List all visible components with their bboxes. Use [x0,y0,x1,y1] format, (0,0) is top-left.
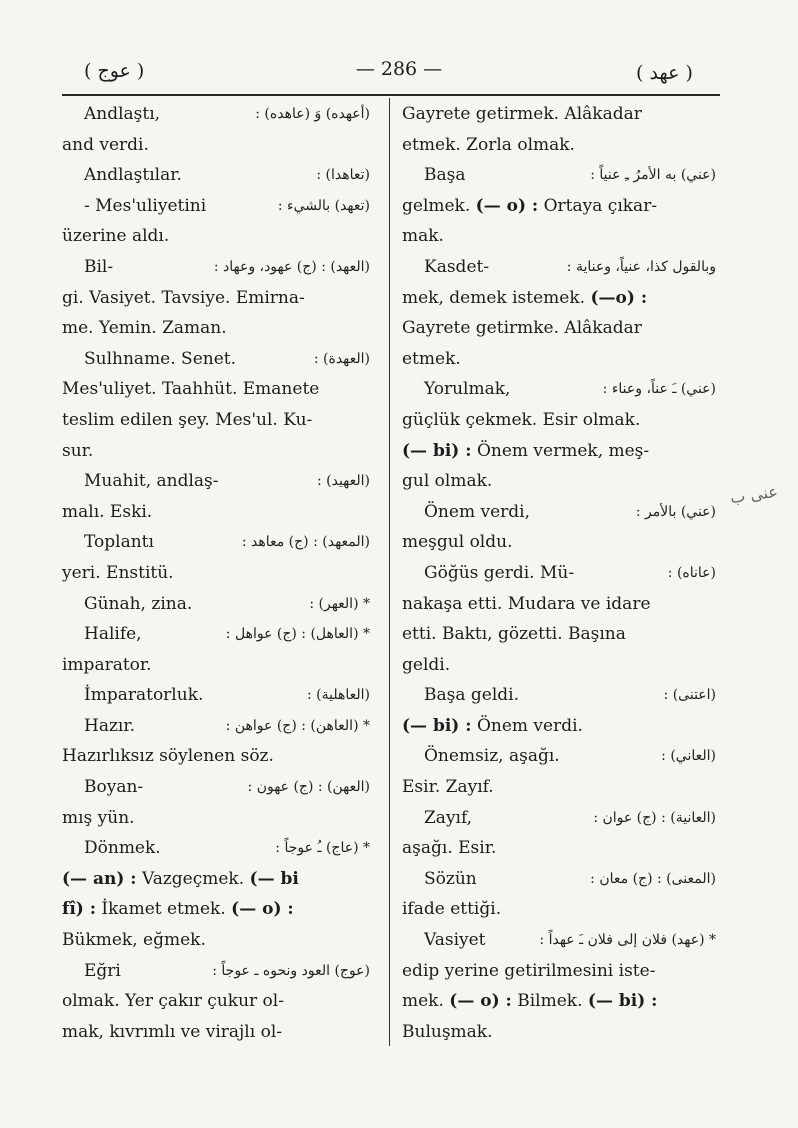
entry-line [62,99,370,130]
entry-line [62,803,370,834]
turkish-text: and verdi. [62,134,149,155]
entry-line [402,986,716,1017]
arabic-headword: (عني) ـَ عناً، وعناء : [602,381,716,398]
entry-line [62,894,370,925]
right-column [402,99,716,1047]
arabic-headword: (عاناه) : [667,564,716,581]
arabic-headword: (عوج) العود ونحوه ـ عوجاً : [212,962,370,979]
turkish-text: Vasiyet [424,930,486,951]
turkish-text: Hazırlıksız söylenen söz. [62,746,274,767]
entry-line [62,191,370,222]
turkish-text: sur. [62,440,94,461]
turkish-text: (— an) : Vazgeçmek. (— bi [62,868,299,889]
turkish-text: Eğri [84,960,121,981]
turkish-text: mış yün. [62,807,135,828]
entry-line [402,803,716,834]
turkish-text: (— bi) : Önem vermek, meş- [402,440,650,461]
turkish-text: Bil- [84,256,114,277]
arabic-headword: (تعهد) بالشيء : [277,197,370,214]
header-rule [62,94,720,96]
entry-line [402,619,716,650]
turkish-text: Muahit, andlaş- [84,471,219,492]
entry-line [402,283,716,314]
turkish-text: malı. Eski. [62,501,153,522]
turkish-text: etmek. Zorla olmak. [402,134,575,155]
turkish-text: Toplantı [84,532,154,553]
entry-line [402,313,716,344]
turkish-text: Yorulmak, [424,379,511,400]
turkish-text: (— bi) : Önem verdi. [402,715,583,736]
turkish-text: İmparatorluk. [84,685,204,706]
turkish-text: nakaşa etti. Mudara ve idare [402,593,651,614]
turkish-text: teslim edilen şey. Mes'ul. Ku- [62,409,313,430]
turkish-text: olmak. Yer çakır çukur ol- [62,991,284,1012]
turkish-text: aşağı. Esir. [402,838,497,859]
entry-line [62,344,370,375]
entry-line [62,221,370,252]
entry-line [402,894,716,925]
turkish-text: Kasdet- [424,256,490,277]
arabic-headword: (اعتنى) : [663,687,716,704]
turkish-text: Başa [424,165,466,186]
entry-line [62,313,370,344]
turkish-text: Günah, zina. [84,593,193,614]
entry-line [62,374,370,405]
arabic-headword: (العاني) : [661,748,716,765]
turkish-text: Bükmek, eğmek. [62,930,206,951]
arabic-headword: * (عهد) فلان إلى فلان ـَ عهداً : [539,932,716,949]
turkish-text: Hazır. [84,715,136,736]
turkish-text: Sözün [424,868,477,889]
entry-line [402,221,716,252]
handwritten-margin-note: عنى ب [728,481,779,508]
entry-line [62,925,370,956]
arabic-headword: * (العاهن) : (ج) عواهن : [225,717,370,734]
header-right-keyword: ( عهد ) [636,62,693,84]
turkish-text: geldi. [402,654,451,675]
turkish-text: Önemsiz, aşağı. [424,746,560,767]
entry-line [62,680,370,711]
arabic-headword: (عني) به الأمرُ ـِ عنياً : [590,167,716,184]
entry-line [402,925,716,956]
turkish-text: mak, kıvrımlı ve virajlı ol- [62,1021,283,1042]
turkish-text: yeri. Enstitü. [62,562,174,583]
turkish-text: Mes'uliyet. Taahhüt. Emanete [62,379,320,400]
arabic-headword: (عني) بالأمر : [635,503,716,520]
turkish-text: Andlaştılar. [84,165,182,186]
column-divider [389,98,390,1046]
entry-line [62,864,370,895]
turkish-text: Esir. Zayıf. [402,777,494,798]
entry-line [62,405,370,436]
turkish-text: Gayrete getirmek. Alâkadar [402,104,642,124]
left-column [62,99,370,1047]
entry-line [62,956,370,987]
arabic-headword: (المعنى) : (ج) معان : [590,870,716,887]
entry-line [62,160,370,191]
arabic-headword: (أعهده) وَ (عاهده) : [255,106,370,122]
entry-line [402,589,716,620]
entry-line [402,191,716,222]
turkish-text: Gayrete getirmke. Alâkadar [402,318,642,339]
turkish-text: imparator. [62,654,152,675]
turkish-text: üzerine aldı. [62,226,170,247]
arabic-headword: (العهن) : (ج) عهون : [247,779,370,796]
arabic-headword: (العهد) : (ج) عهود، وعهاد : [213,258,370,275]
entry-line [402,497,716,528]
turkish-text: Göğüs gerdi. Mü- [424,562,575,583]
entry-line [402,680,716,711]
arabic-headword: (العاهلية) : [306,687,370,704]
turkish-text: gul olmak. [402,471,493,492]
turkish-text: mak. [402,226,444,247]
turkish-text: mek, demek istemek. (—o) : [402,287,648,308]
entry-line [62,711,370,742]
entry-line [402,527,716,558]
turkish-text: edip yerine getirilmesini iste- [402,960,656,981]
arabic-headword: (العانية) : (ج) عوان : [593,809,716,826]
entry-line [62,833,370,864]
entry-line [402,99,716,130]
entry-line [62,558,370,589]
arabic-headword: (العهيد) : [316,473,370,490]
entry-line [62,283,370,314]
turkish-text: mek. (— o) : Bilmek. (— bi) : [402,991,658,1012]
turkish-text: güçlük çekmek. Esir olmak. [402,409,641,430]
turkish-text: - Mes'uliyetini [84,195,207,216]
header-left-keyword: ( عوج ) [84,60,145,82]
turkish-text: fî) : İkamet etmek. (— o) : [62,899,294,920]
turkish-text: meşgul oldu. [402,532,513,553]
entry-line [62,130,370,161]
turkish-text: Buluşmak. [402,1021,493,1042]
arabic-headword: وبالقول كذا، عنياً، وعناية : [566,258,716,275]
entry-line [402,864,716,895]
entry-line [62,741,370,772]
arabic-headword: (العهدة) : [313,350,370,367]
entry-line [402,405,716,436]
entry-line [62,650,370,681]
entry-line [402,160,716,191]
turkish-text: Zayıf, [424,807,473,828]
entry-line [402,436,716,467]
entry-line [402,466,716,497]
entry-line [62,497,370,528]
page-number: — 286 — [355,58,443,80]
entry-line [62,619,370,650]
entry-line [402,741,716,772]
turkish-text: Sulhname. Senet. [84,348,237,369]
entry-line [402,252,716,283]
turkish-text: etmek. [402,348,461,369]
entry-line [402,833,716,864]
entry-line [62,772,370,803]
entry-line [402,374,716,405]
entry-line [402,772,716,803]
entry-line [62,436,370,467]
turkish-text: Önem verdi, [424,501,530,522]
turkish-text: gi. Vasiyet. Tavsiye. Emirna- [62,287,305,308]
arabic-headword: * (عاج) ـُ عوجاً : [275,840,370,857]
arabic-headword: * (العهر) : [309,595,370,612]
entry-line [62,1017,370,1048]
entry-line [62,252,370,283]
turkish-text: ifade ettiği. [402,899,502,920]
entry-line [402,1017,716,1048]
entry-line [62,986,370,1017]
entry-line [402,650,716,681]
entry-line [402,130,716,161]
turkish-text: me. Yemin. Zaman. [62,318,227,339]
turkish-text: gelmek. (— o) : Ortaya çıkar- [402,195,658,216]
entry-line [402,344,716,375]
arabic-headword: (المعهد) : (ج) معاهد : [241,534,370,551]
turkish-text: Halife, [84,624,142,645]
entry-line [62,589,370,620]
entry-line [62,527,370,558]
turkish-text: Boyan- [84,777,144,798]
entry-line [62,466,370,497]
turkish-text: Başa geldi. [424,685,519,706]
entry-line [402,956,716,987]
entry-line [402,711,716,742]
entry-line [402,558,716,589]
turkish-text: Andlaştı, [84,104,161,124]
turkish-text: Dönmek. [84,838,161,859]
arabic-headword: * (العاهل) : (ج) عواهل : [225,626,370,643]
turkish-text: etti. Baktı, gözetti. Başına [402,624,626,645]
arabic-headword: (تعاهدا) : [316,167,370,184]
